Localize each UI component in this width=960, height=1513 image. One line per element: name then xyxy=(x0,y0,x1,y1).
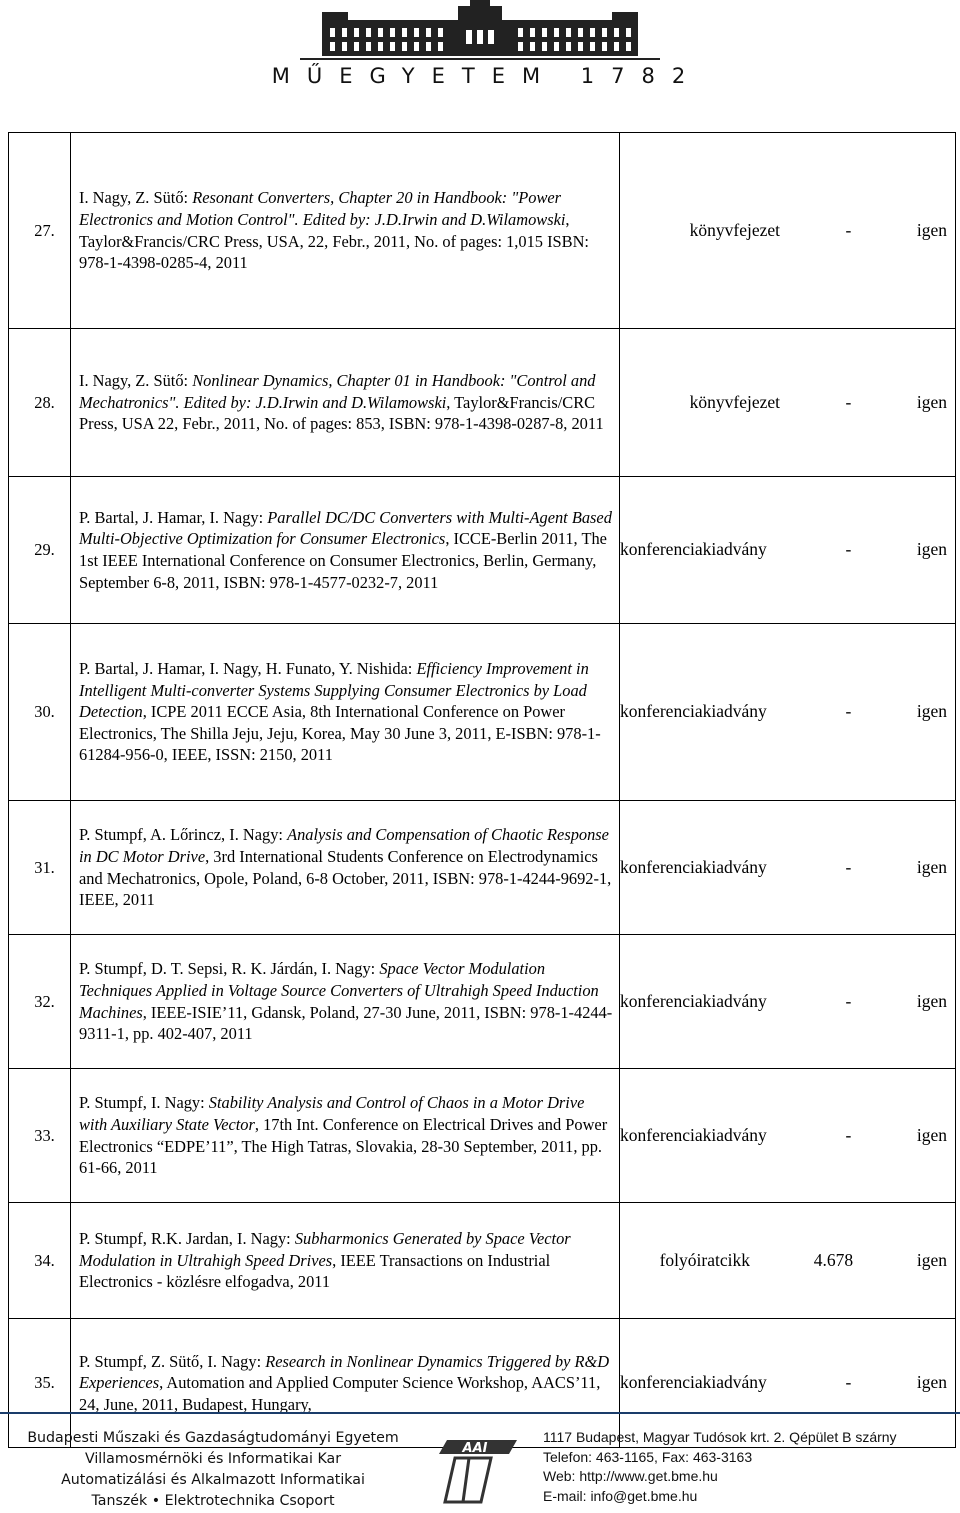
building-illustration xyxy=(0,0,960,64)
accepted-flag: igen xyxy=(916,1124,947,1145)
row-number: 34. xyxy=(9,1203,71,1319)
impact-factor: - xyxy=(845,1124,852,1145)
row-number: 35. xyxy=(9,1319,71,1448)
publication-citation xyxy=(71,1203,620,1319)
citation-part: P. Stumpf, I. Nagy: xyxy=(79,1093,209,1113)
logo-text: MŰEGYETEM 1782 xyxy=(271,64,703,88)
footer-phone: Telefon: 463-1165, Fax: 463-3163 xyxy=(543,1448,753,1465)
citation-text xyxy=(79,1351,615,1416)
accepted-flag: igen xyxy=(916,990,947,1011)
citation-text xyxy=(79,824,615,910)
publication-type: konferenciakiadvány xyxy=(620,1372,767,1393)
citation-part: , Taylor&Francis/CRC Press, USA 22, Febr., 2011, No. of pages: 853, ISBN: 978-1-4398-0287-8, 2011 xyxy=(79,392,604,434)
university-logo xyxy=(0,0,960,100)
citation-text xyxy=(79,958,615,1044)
citation-part: , ICCE-Berlin 2011, The 1st IEEE International Conference on Consumer Electronics, Berlin, Germany, September 6-8, 2011, ISBN: 978-1-4577-0232-7, 2011 xyxy=(79,529,607,592)
publication-type: konferenciakiadvány xyxy=(620,701,767,722)
citation-title: Efficiency Improvement in Intelligent Multi-converter Systems Supplying Consumer Electronics by Load Detection xyxy=(79,659,589,722)
publication-classification xyxy=(620,935,956,1069)
citation-text xyxy=(79,507,615,593)
citation-title: Parallel DC/DC Converters with Multi-Agent Based Multi-Objective Optimization for Consumer Electronics xyxy=(79,507,612,549)
publications-table xyxy=(8,132,956,1448)
accepted-flag: igen xyxy=(916,539,947,560)
citation-part: , Taylor&Francis/CRC Press, USA, 22, Febr., 2011, No. of pages: 1,015 ISBN: 978-1-4398-0285-4, 2011 xyxy=(79,209,589,273)
citation-part: P. Bartal, J. Hamar, I. Nagy: xyxy=(79,507,268,527)
accepted-flag: igen xyxy=(916,1372,947,1393)
department-logo xyxy=(425,1424,525,1506)
page-footer xyxy=(0,1412,960,1513)
publication-type: könyvfejezet xyxy=(689,219,780,240)
publication-type: könyvfejezet xyxy=(689,391,780,412)
publication-citation xyxy=(71,329,620,477)
citation-text xyxy=(79,658,615,766)
citation-text xyxy=(79,1228,615,1293)
citation-text xyxy=(79,187,615,273)
table-row xyxy=(9,624,956,801)
citation-part: I. Nagy, Z. Sütő: xyxy=(79,188,193,208)
citation-part: , Automation and Applied Computer Science Workshop, AACS’11, 24, June, 2011, Budapest, Hungary, xyxy=(79,1373,601,1414)
citation-part: , IEEE Transactions on Industrial Electronics - közlésre elfogadva, 2011 xyxy=(79,1250,551,1292)
citation-part: P. Stumpf, D. T. Sepsi, R. K. Járdán, I. Nagy: xyxy=(79,959,380,979)
department-logo-text: AAI xyxy=(462,1441,488,1456)
table-row xyxy=(9,935,956,1069)
accepted-flag: igen xyxy=(916,701,947,722)
row-number: 29. xyxy=(9,477,71,624)
accepted-flag: igen xyxy=(916,219,947,240)
row-number: 33. xyxy=(9,1069,71,1203)
citation-title: Space Vector Modulation Techniques Applied in Voltage Source Converters of Ultrahigh Speed Induction Machines xyxy=(79,959,599,1022)
table-row xyxy=(9,329,956,477)
accepted-flag: igen xyxy=(916,391,947,412)
citation-part: , 17th Int. Conference on Electrical Drives and Power Electronics “EDPE’11”, The High Tatras, Slovakia, 28-30 September, 2011, pp. 61-66, 2011 xyxy=(79,1114,608,1178)
impact-factor: - xyxy=(845,701,852,722)
publication-type: konferenciakiadvány xyxy=(620,539,767,560)
publication-classification xyxy=(620,624,956,801)
impact-factor: - xyxy=(845,1372,852,1393)
table-row xyxy=(9,1069,956,1203)
impact-factor: - xyxy=(845,219,852,240)
row-number: 28. xyxy=(9,329,71,477)
publication-type: konferenciakiadvány xyxy=(620,856,767,877)
citation-title: Analysis and Compensation of Chaotic Response in DC Motor Drive xyxy=(79,825,609,866)
row-number: 30. xyxy=(9,624,71,801)
publication-classification xyxy=(620,1203,956,1319)
footer-web: Web: http://www.get.bme.hu xyxy=(543,1468,718,1484)
citation-part: P. Stumpf, A. Lőrincz, I. Nagy: xyxy=(79,825,288,845)
publication-classification xyxy=(620,477,956,624)
table-row xyxy=(9,801,956,935)
footer-institution xyxy=(8,1428,418,1512)
citation-part: P. Bartal, J. Hamar, I. Nagy, H. Funato, Y. Nishida: xyxy=(79,659,417,679)
publication-type: folyóiratcikk xyxy=(659,1249,750,1270)
row-number: 31. xyxy=(9,801,71,935)
publication-type: konferenciakiadvány xyxy=(620,990,767,1011)
table-row xyxy=(9,477,956,624)
citation-part: , 3rd International Students Conference on Electrodynamics and Mechatronics, Opole, Poland, 6-8 October, 2011, ISBN: 978-1-4244-9692-1, IEEE, 2011 xyxy=(79,846,612,910)
table-row xyxy=(9,133,956,329)
publication-type: konferenciakiadvány xyxy=(620,1124,767,1145)
citation-part: I. Nagy, Z. Sütő: xyxy=(79,371,193,391)
citation-title: Research in Nonlinear Dynamics Triggered by R&D Experiences xyxy=(79,1351,610,1393)
row-number: 32. xyxy=(9,935,71,1069)
citation-text xyxy=(79,1092,615,1178)
impact-factor: 4.678 xyxy=(813,1249,854,1270)
accepted-flag: igen xyxy=(916,1249,947,1270)
citation-title: Stability Analysis and Control of Chaos in a Motor Drive with Auxiliary State Vector xyxy=(79,1093,585,1134)
citation-title: Resonant Converters, Chapter 20 in Handbook: "Power Electronics and Motion Control". Edited by: J.D.Irwin and D.Wilamowski xyxy=(79,188,566,229)
footer-institution-line: Villamosmérnöki és Informatikai Kar xyxy=(84,1451,342,1467)
footer-institution-line: Tanszék • Elektrotechnika Csoport xyxy=(91,1493,335,1509)
publication-citation xyxy=(71,624,620,801)
citation-part: , IEEE-ISIE’11, Gdansk, Poland, 27-30 June, 2011, ISBN: 978-1-4244-9311-1, pp. 402-407, 2011 xyxy=(79,1002,613,1044)
citation-text xyxy=(79,370,615,435)
citation-title: Subharmonics Generated by Space Vector Modulation in Ultrahigh Speed Drives xyxy=(79,1229,571,1270)
impact-factor: - xyxy=(845,539,852,560)
publication-classification xyxy=(620,801,956,935)
footer-email: E-mail: info@get.bme.hu xyxy=(543,1487,698,1504)
footer-address: 1117 Budapest, Magyar Tudósok krt. 2. Qépület B szárny xyxy=(543,1429,897,1445)
publication-classification xyxy=(620,133,956,329)
accepted-flag: igen xyxy=(916,856,947,877)
table-row xyxy=(9,1203,956,1319)
impact-factor: - xyxy=(845,990,852,1011)
publication-classification xyxy=(620,1069,956,1203)
publication-citation xyxy=(71,801,620,935)
publication-classification xyxy=(620,329,956,477)
citation-part: P. Stumpf, Z. Sütő, I. Nagy: xyxy=(79,1351,266,1371)
publication-citation xyxy=(71,935,620,1069)
footer-contact xyxy=(543,1428,953,1506)
citation-title: Nonlinear Dynamics, Chapter 01 in Handbook: "Control and Mechatronics". Edited by: J.D.Irwin and D.Wilamowski xyxy=(79,371,596,412)
publication-citation xyxy=(71,133,620,329)
impact-factor: - xyxy=(845,856,852,877)
row-number: 27. xyxy=(9,133,71,329)
footer-institution-line: Budapesti Műszaki és Gazdaságtudományi Egyetem xyxy=(27,1430,399,1446)
citation-part: P. Stumpf, R.K. Jardan, I. Nagy: xyxy=(79,1229,295,1249)
impact-factor: - xyxy=(845,391,852,412)
publication-citation xyxy=(71,1069,620,1203)
footer-institution-line: Automatizálási és Alkalmazott Informatikai xyxy=(61,1472,365,1488)
citation-part: , ICPE 2011 ECCE Asia, 8th International Conference on Power Electronics, The Shilla Jeju, Jeju, Korea, May 30 June 3, 2011, E-ISBN: 978-1-61284-956-0, IEEE, ISSN: 2150, 2011 xyxy=(79,702,601,765)
publication-citation xyxy=(71,477,620,624)
